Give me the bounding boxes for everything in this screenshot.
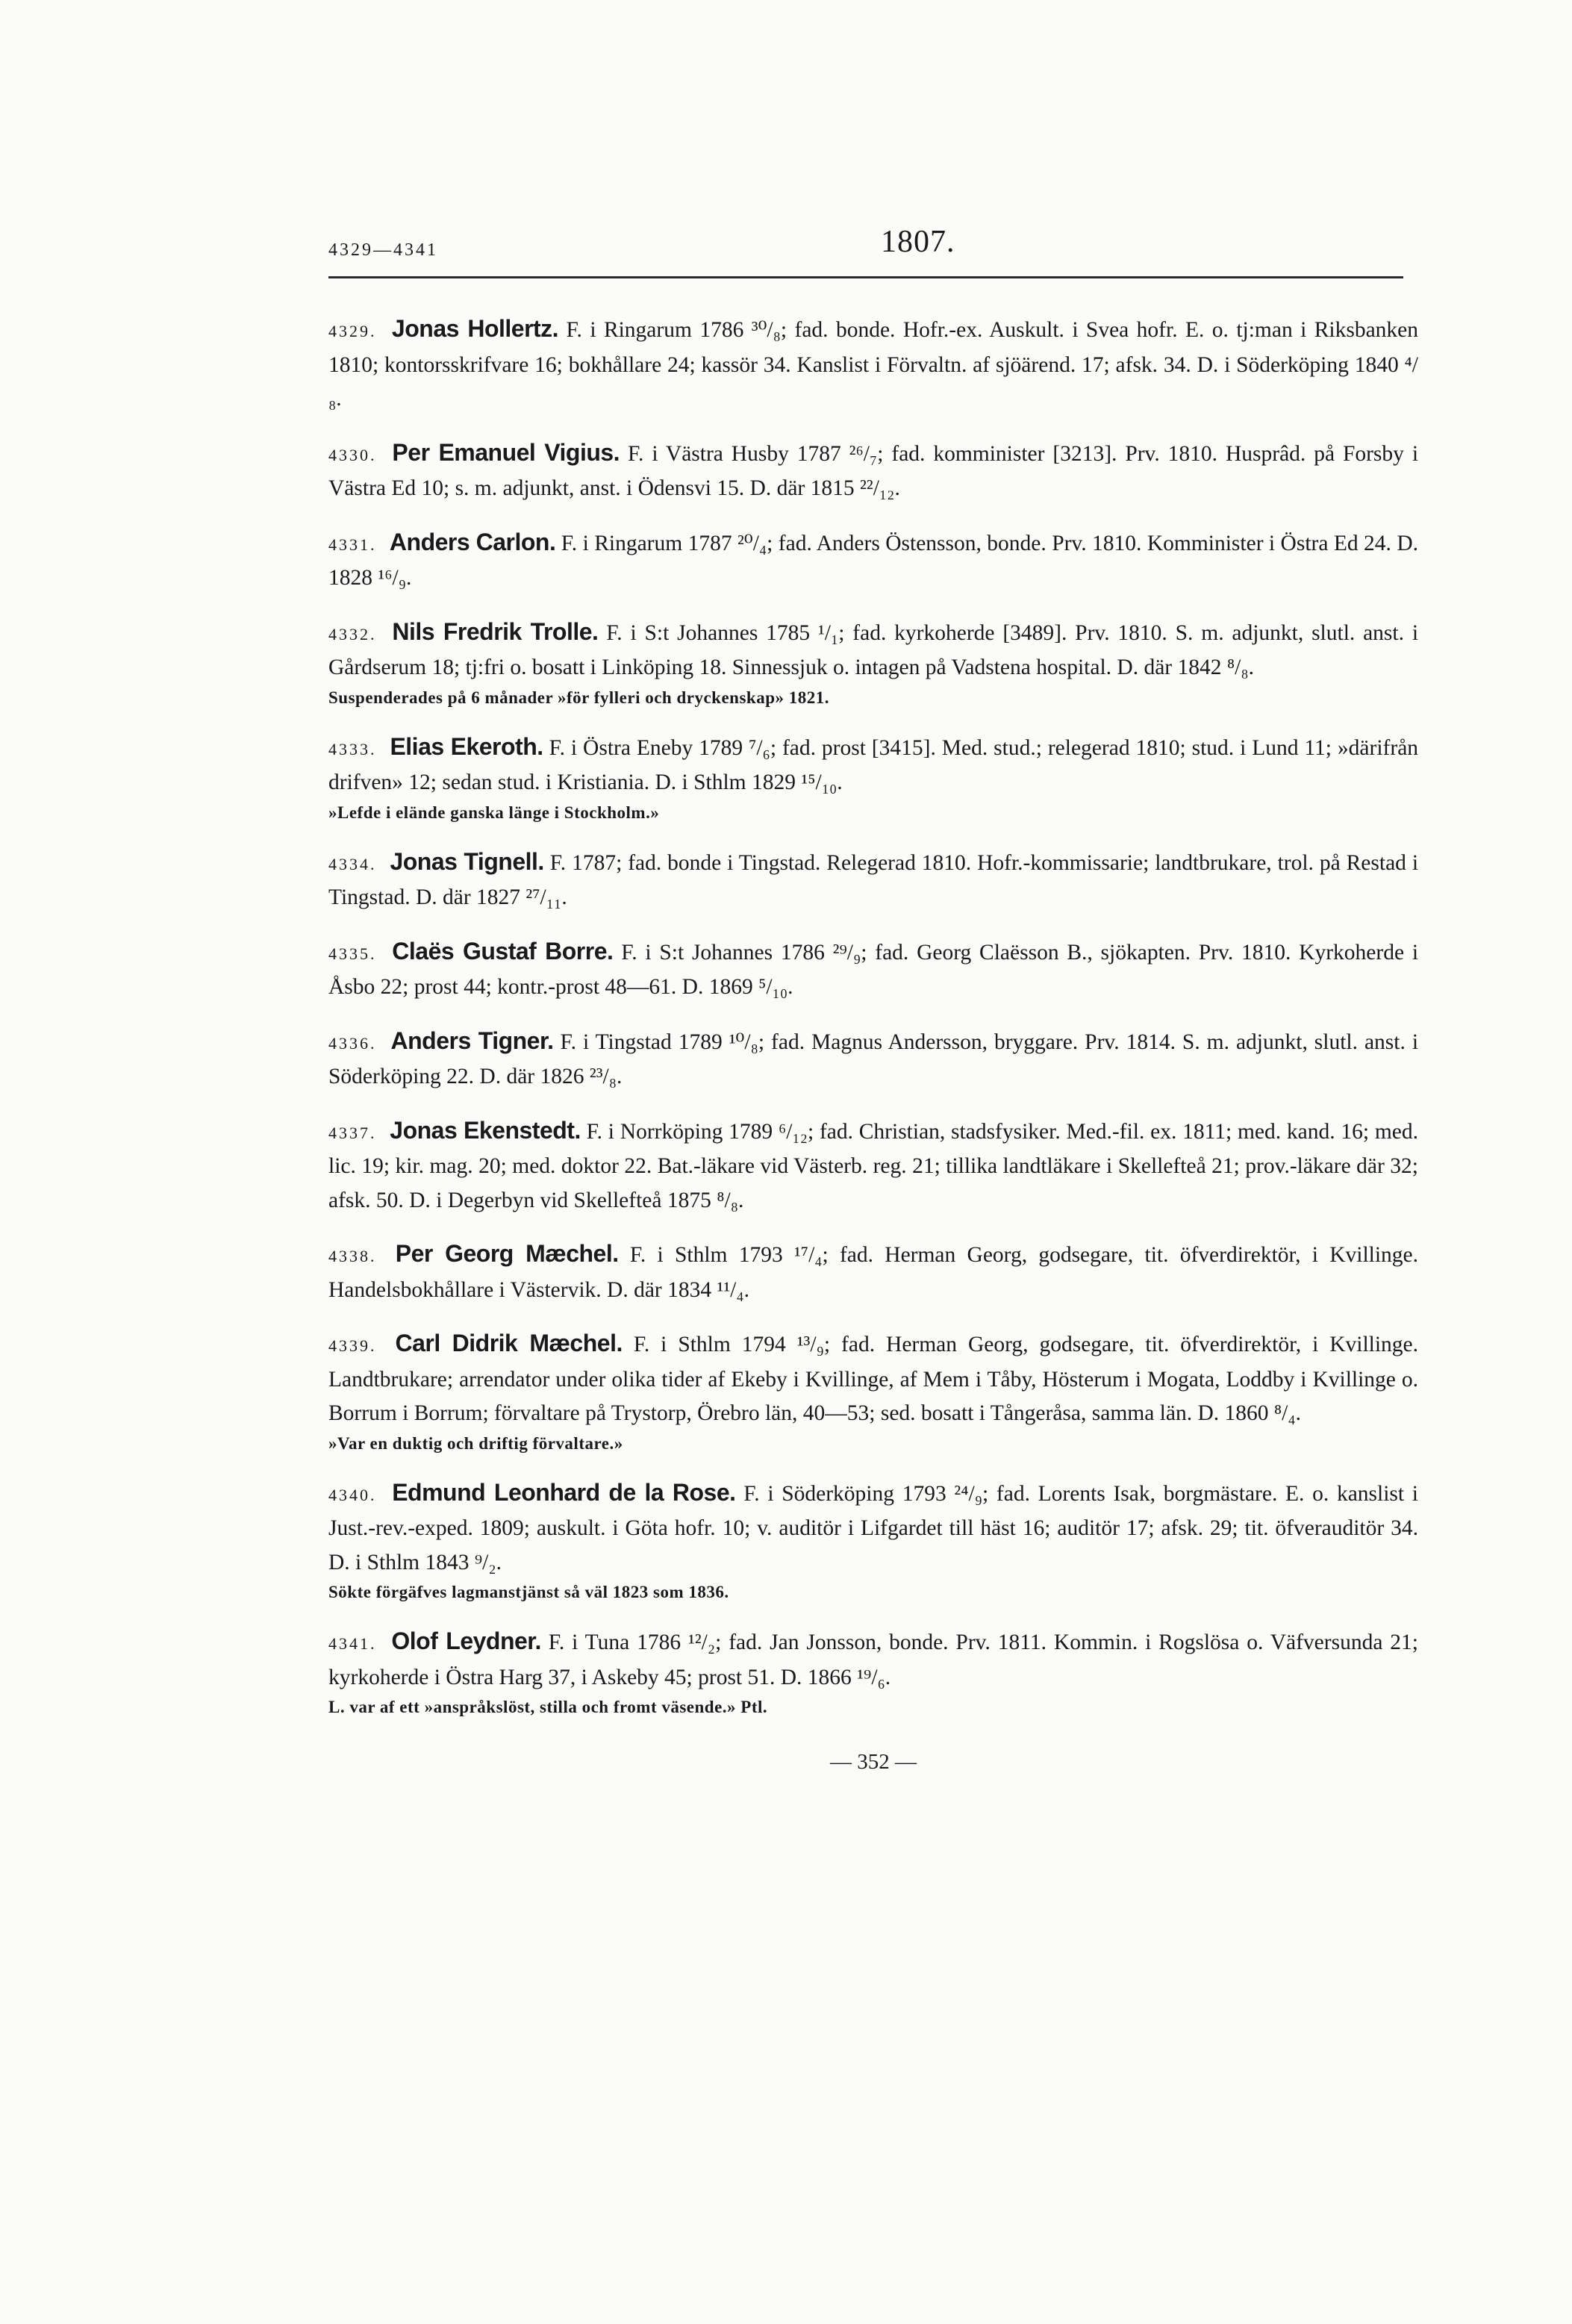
entry-text: F. i Söderköping 1793 ²⁴/₉; fad. Lorents Isak, borgmästare. E. o. kanslist i Just.-rev.-exped. 1809; auskult. i Göta hofr. 10; v. auditör i Lifgardet till häst 16; auditör 17; afsk. 29; tit. öfverauditör 34. D. i Sthlm 1843 ⁹/₂. — [328, 1481, 1419, 1574]
entry-number: 4337. — [328, 1123, 377, 1142]
entry-4340 — [328, 1476, 1418, 1580]
page-number: — 352 — — [830, 1750, 917, 1774]
entry-number: 4341. — [328, 1634, 377, 1653]
entry-4333 — [328, 730, 1418, 800]
entry-number: 4331. — [328, 535, 377, 554]
entry-name: Per Georg Mæchel. — [395, 1240, 619, 1267]
entry-text: F. i Sthlm 1793 ¹⁷/₄; fad. Herman Georg, godsegare, tit. öfverdirektör, i Kvillinge. Handelsbokhållare i Västervik. D. där 1834 ¹¹/₄. — [328, 1243, 1419, 1302]
entry-note: Suspenderades på 6 månader »för fylleri och dryckenskap» 1821. — [328, 688, 830, 707]
year-heading: 1807. — [881, 225, 955, 259]
entry-text: F. i Ringarum 1787 ²⁰/₄; fad. Anders Östensson, bonde. Prv. 1810. Komminister i Östra Ed 24. D. 1828 ¹⁶/₉. — [328, 531, 1419, 590]
entry-note: L. var af ett »anspråkslöst, stilla och fromt väsende.» Ptl. — [328, 1698, 768, 1716]
entry-text: F. i Norrköping 1789 ⁶/₁₂; fad. Christian, stadsfysiker. Med.-fil. ex. 1811; med. kand. 16; med. lic. 19; kir. mag. 20; med. doktor 22. Bat.-läkare vid Västerb. reg. 21; tillika landtläkare i Skellefteå 21; prov.-läkare där 32; afsk. 50. D. i Degerbyn vid Skellefteå 1875 ⁸/₈. — [328, 1119, 1418, 1212]
entry-4330 — [328, 436, 1418, 506]
entry-number: 4329. — [328, 322, 377, 340]
entry-text: F. i Östra Eneby 1789 ⁷/₆; fad. prost [3415]. Med. stud.; relegerad 1810; stud. i Lund 11; »därifrån drifven» 12; sedan stud. i Kristiania. D. i Sthlm 1829 ¹⁵/₁₀. — [328, 735, 1419, 794]
entry-name: Carl Didrik Mæchel. — [395, 1330, 623, 1356]
entry-4336 — [328, 1024, 1418, 1094]
entry-name: Jonas Hollertz. — [391, 315, 559, 342]
entry-text: F. i Tingstad 1789 ¹⁰/₈; fad. Magnus Andersson, bryggare. Prv. 1814. S. m. adjunkt, slutl. anst. i Söderköping 22. D. där 1826 ²³/₈. — [328, 1029, 1419, 1088]
entry-name: Jonas Tignell. — [390, 847, 544, 875]
entry-name: Nils Fredrik Trolle. — [392, 617, 599, 645]
entries — [328, 278, 1418, 1720]
entry-name: Elias Ekeroth. — [390, 732, 543, 760]
entry-4334 — [328, 845, 1418, 915]
entry-number: 4335. — [328, 944, 377, 963]
entry-text: F. i Tuna 1786 ¹²/₂; fad. Jan Jonsson, bonde. Prv. 1811. Kommin. i Rogslösa o. Väfversunda 21; kyrkoherde i Östra Harg 37, i Askeby 45; prost 51. D. 1866 ¹⁹/₆. — [328, 1630, 1418, 1689]
entry-4331 — [328, 526, 1418, 596]
entry-4335 — [328, 935, 1418, 1005]
entry-name: Edmund Leonhard de la Rose. — [392, 1478, 736, 1506]
entry-name: Jonas Ekenstedt. — [390, 1116, 581, 1144]
entry-number: 4338. — [328, 1247, 377, 1265]
entry-name: Anders Carlon. — [389, 528, 556, 555]
entry-text: F. i Sthlm 1794 ¹³/₉; fad. Herman Georg, godsegare, tit. öfverdirektör, i Kvillinge. Landtbrukare; arrendator under olika tider af Ekeby i Kvillinge, af Mem i Tåby, Hösterum i Mogata, Loddby i Kvillinge o. Borrum i Borrum; förvaltare på Trystorp, Örebro län, 40—53; sed. bosatt i Tångeråsa, samma län. D. 1860 ⁸/₄. — [328, 1333, 1419, 1425]
page — [328, 224, 1418, 1775]
entry-name: Olof Leydner. — [391, 1627, 541, 1654]
entry-text: F. i S:t Johannes 1785 ¹/₁; fad. kyrkoherde [3489]. Prv. 1810. S. m. adjunkt, slutl. anst. i Gårdserum 18; tj:fri o. bosatt i Linköping 18. Sinnessjuk o. intagen på Vadstena hospital. D. där 1842 ⁸/₈. — [328, 620, 1419, 679]
entry-note: »Var en duktig och driftig förvaltare.» — [328, 1433, 623, 1453]
entry-4341 — [328, 1624, 1418, 1695]
entry-note: »Lefde i elände ganska länge i Stockholm.» — [328, 803, 660, 822]
entry-text: F. i S:t Johannes 1786 ²⁹/₉; fad. Georg Claësson B., sjökapten. Prv. 1810. Kyrkoherde i Åsbo 22; prost 44; kontr.-prost 48—61. D. 1869 ⁵/₁₀. — [328, 940, 1419, 999]
entry-number: 4330. — [328, 445, 377, 464]
entry-4339 — [328, 1327, 1418, 1431]
entry-text: F. 1787; fad. bonde i Tingstad. Relegerad 1810. Hofr.-kommissarie; landtbrukare, trol. på Restad i Tingstad. D. där 1827 ²⁷/₁₁. — [328, 850, 1419, 909]
entry-name: Claës Gustaf Borre. — [392, 937, 614, 965]
entry-name: Anders Tigner. — [390, 1027, 554, 1054]
running-header — [328, 224, 1418, 278]
entry-text: F. i Västra Husby 1787 ²⁶/₇; fad. komminister [3213]. Prv. 1810. Husprâd. på Forsby i Västra Ed 10; s. m. adjunkt, anst. i Ödensvi 15. D. där 1815 ²²/₁₂. — [328, 441, 1419, 500]
entry-number: 4336. — [328, 1033, 377, 1053]
entry-number: 4340. — [328, 1485, 377, 1504]
entry-number: 4339. — [328, 1336, 377, 1355]
entry-note: Sökte förgäfves lagmanstjänst så väl 1823 som 1836. — [328, 1583, 729, 1601]
entry-4332 — [328, 615, 1418, 685]
entry-text: F. i Ringarum 1786 ³⁰/₈; fad. bonde. Hofr.-ex. Auskult. i Svea hofr. E. o. tj:man i Riksbanken 1810; kontorsskrifvare 16; bokhållare 24; kassör 34. Kanslist i Förvaltn. af sjöärend. 17; afsk. 34. D. i Söderköping 1840 ⁴/₈. — [328, 318, 1419, 411]
entry-name: Per Emanuel Vigius. — [392, 438, 620, 466]
header-rule — [328, 276, 1403, 278]
entry-number: 4334. — [328, 854, 377, 873]
entry-4329 — [328, 312, 1418, 417]
entry-number: 4333. — [328, 739, 377, 758]
entry-range: 4329—4341 — [328, 240, 438, 260]
entry-4338 — [328, 1237, 1418, 1307]
entry-number: 4332. — [328, 624, 377, 644]
entry-4337 — [328, 1114, 1418, 1218]
